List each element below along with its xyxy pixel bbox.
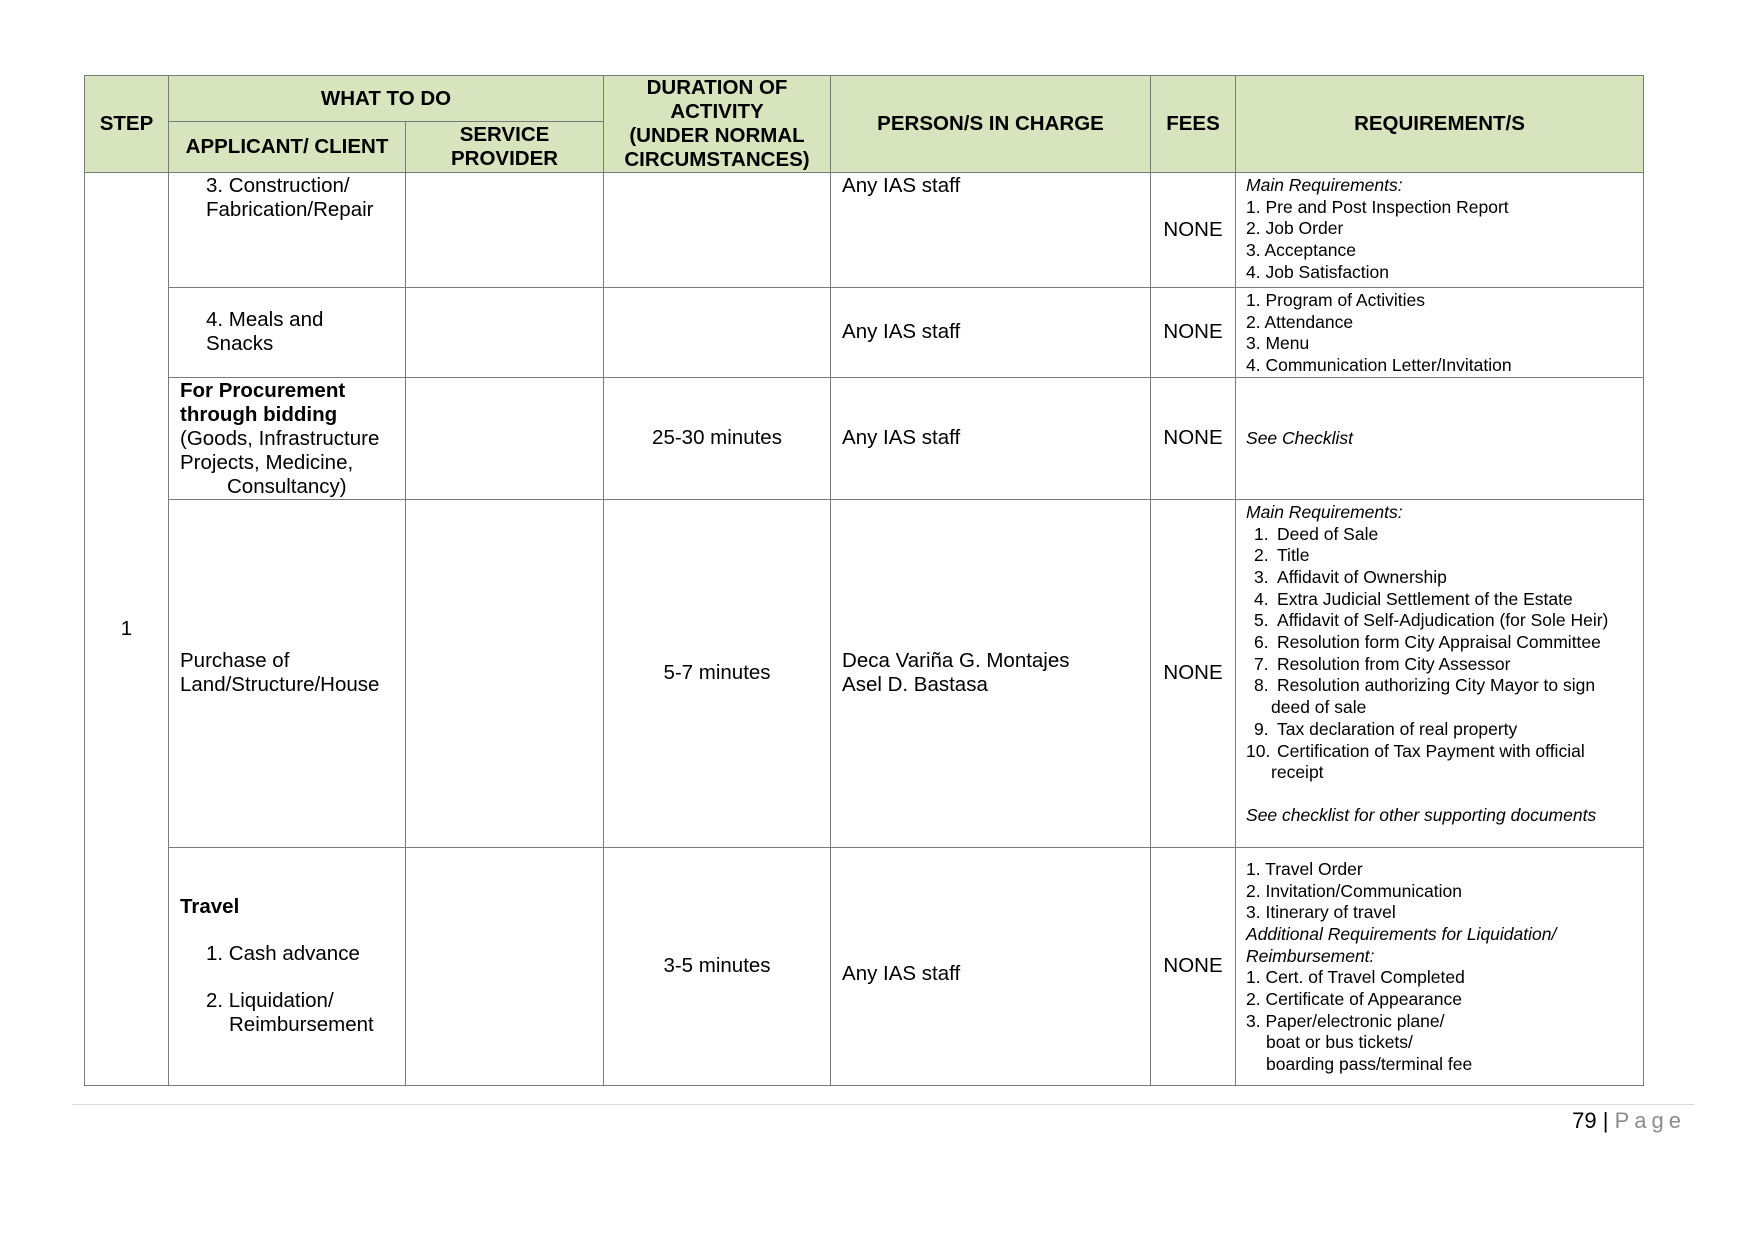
duration-cell: 25-30 minutes — [604, 377, 831, 499]
page-number: 79 | Page — [1572, 1108, 1686, 1133]
header-requirements: REQUIREMENT/S — [1236, 76, 1644, 173]
person-cell: Any IAS staff — [831, 847, 1151, 1085]
table-row — [85, 377, 1644, 499]
service-provider-cell — [406, 499, 604, 847]
applicant-cell: Purchase of Land/Structure/House — [169, 499, 406, 847]
duration-cell: 3-5 minutes — [604, 847, 831, 1085]
service-provider-cell — [406, 377, 604, 499]
applicant-cell: 4. Meals and Snacks — [169, 288, 406, 378]
duration-cell — [604, 173, 831, 288]
applicant-cell: Travel 1. Cash advance 2. Liquidation/ Reimbursement — [169, 847, 406, 1085]
table-row — [85, 288, 1644, 378]
fees-cell: NONE — [1151, 847, 1236, 1085]
duration-cell: 5-7 minutes — [604, 499, 831, 847]
person-cell: Any IAS staff — [831, 377, 1151, 499]
footer-divider — [72, 1104, 1694, 1105]
services-table — [84, 75, 1644, 1086]
applicant-cell: For Procurement through bidding (Goods, Infrastructure Projects, Medicine, Consultancy) — [169, 377, 406, 499]
header-applicant: APPLICANT/ CLIENT — [169, 122, 406, 173]
applicant-cell: 3. Construction/ Fabrication/Repair — [169, 173, 406, 288]
person-cell: Deca Variña G. Montajes Asel D. Bastasa — [831, 499, 1151, 847]
fees-cell: NONE — [1151, 499, 1236, 847]
table-row — [85, 173, 1644, 288]
service-provider-cell — [406, 847, 604, 1085]
person-cell: Any IAS staff — [831, 288, 1151, 378]
fees-cell: NONE — [1151, 173, 1236, 288]
requirements-cell: 1. Program of Activities 2. Attendance 3. Menu 4. Communication Letter/Invitation — [1236, 288, 1644, 378]
fees-cell: NONE — [1151, 288, 1236, 378]
service-provider-cell — [406, 288, 604, 378]
table-row — [85, 847, 1644, 1085]
person-cell: Any IAS staff — [831, 173, 1151, 288]
service-provider-cell — [406, 173, 604, 288]
duration-cell — [604, 288, 831, 378]
requirements-cell: 1. Travel Order 2. Invitation/Communication 3. Itinerary of travel Additional Requirements for Liquidation/ Reimbursement: 1. Cert. of Travel Completed 2. Certificate of Appearance 3. Paper/electronic plane/ boat or bus tickets/ boarding pass/terminal fee — [1236, 847, 1644, 1085]
header-what-to-do: WHAT TO DO — [169, 76, 604, 122]
header-person: PERSON/S IN CHARGE — [831, 76, 1151, 173]
requirements-cell: Main Requirements: 1. Deed of Sale 2. Title 3. Affidavit of Ownership 4. Extra Judicial Settlement of the Estate 5. Affidavit of Self-Adjudication (for Sole Heir) 6. Resolution form City Appraisal Committee 7. Resolution from City Assessor 8. Resolution authorizing City Mayor to sign deed of sale 9. Tax declaration of real property 10. Certification of Tax Payment with official receipt See checklist for other supporting documents — [1236, 499, 1644, 847]
requirements-cell: Main Requirements: 1. Pre and Post Inspection Report 2. Job Order 3. Acceptance 4. Job Satisfaction — [1236, 173, 1644, 288]
header-duration: DURATION OF ACTIVITY (UNDER NORMAL CIRCUMSTANCES) — [604, 76, 831, 173]
fees-cell: NONE — [1151, 377, 1236, 499]
header-step: STEP — [85, 76, 169, 173]
requirements-cell: See Checklist — [1236, 377, 1644, 499]
table-row — [85, 499, 1644, 847]
header-service-provider: SERVICE PROVIDER — [406, 122, 604, 173]
step-number: 1 — [85, 173, 169, 1086]
header-fees: FEES — [1151, 76, 1236, 173]
